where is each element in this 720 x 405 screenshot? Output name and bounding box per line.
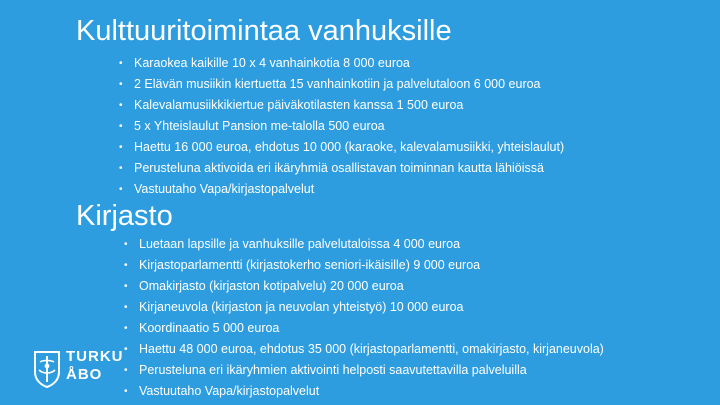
- section-title-library: Kirjasto: [76, 200, 173, 232]
- list-item: • 2 Elävän musiikin kiertuetta 15 vanhainkotiin ja palvelutaloon 6 000 euroa: [119, 74, 564, 95]
- list-item: • Koordinaatio 5 000 euroa: [124, 318, 604, 339]
- list-item: • Perusteluna eri ikäryhmien aktivointi helposti saavutettavilla palveluilla: [124, 360, 604, 381]
- logo-line-turku: TURKU: [66, 348, 124, 365]
- library-bullet-list: [124, 234, 604, 402]
- list-item: • 5 x Yhteislaulut Pansion me-talolla 500 euroa: [119, 116, 564, 137]
- list-item: • Haettu 48 000 euroa, ehdotus 35 000 (kirjastoparlamentti, omakirjasto, kirjaneuvola): [124, 339, 604, 360]
- list-item: • Vastuutaho Vapa/kirjastopalvelut: [124, 381, 604, 402]
- list-item: • Karaokea kaikille 10 x 4 vanhainkotia 8 000 euroa: [119, 53, 564, 74]
- logo-line-abo: ÅBO: [66, 366, 103, 383]
- logo-wordmark: [66, 348, 124, 384]
- list-item: • Perusteluna aktivoida eri ikäryhmiä osallistavan toiminnan kautta lähiöissä: [119, 158, 564, 179]
- list-item: • Vastuutaho Vapa/kirjastopalvelut: [119, 179, 564, 200]
- list-item: • Kalevalamusiikkikiertue päiväkotilasten kanssa 1 500 euroa: [119, 95, 564, 116]
- turku-crest-icon: [34, 348, 60, 388]
- list-item: • Kirjaneuvola (kirjaston ja neuvolan yhteistyö) 10 000 euroa: [124, 297, 604, 318]
- culture-bullet-list: [119, 53, 564, 200]
- list-item: • Haettu 16 000 euroa, ehdotus 10 000 (karaoke, kalevalamusiikki, yhteislaulut): [119, 137, 564, 158]
- turku-logo: [34, 346, 124, 394]
- section-title-culture: Kulttuuritoimintaa vanhuksille: [76, 15, 452, 47]
- list-item: • Luetaan lapsille ja vanhuksille palvelutaloissa 4 000 euroa: [124, 234, 604, 255]
- list-item: • Kirjastoparlamentti (kirjastokerho seniori-ikäisille) 9 000 euroa: [124, 255, 604, 276]
- list-item: • Omakirjasto (kirjaston kotipalvelu) 20 000 euroa: [124, 276, 604, 297]
